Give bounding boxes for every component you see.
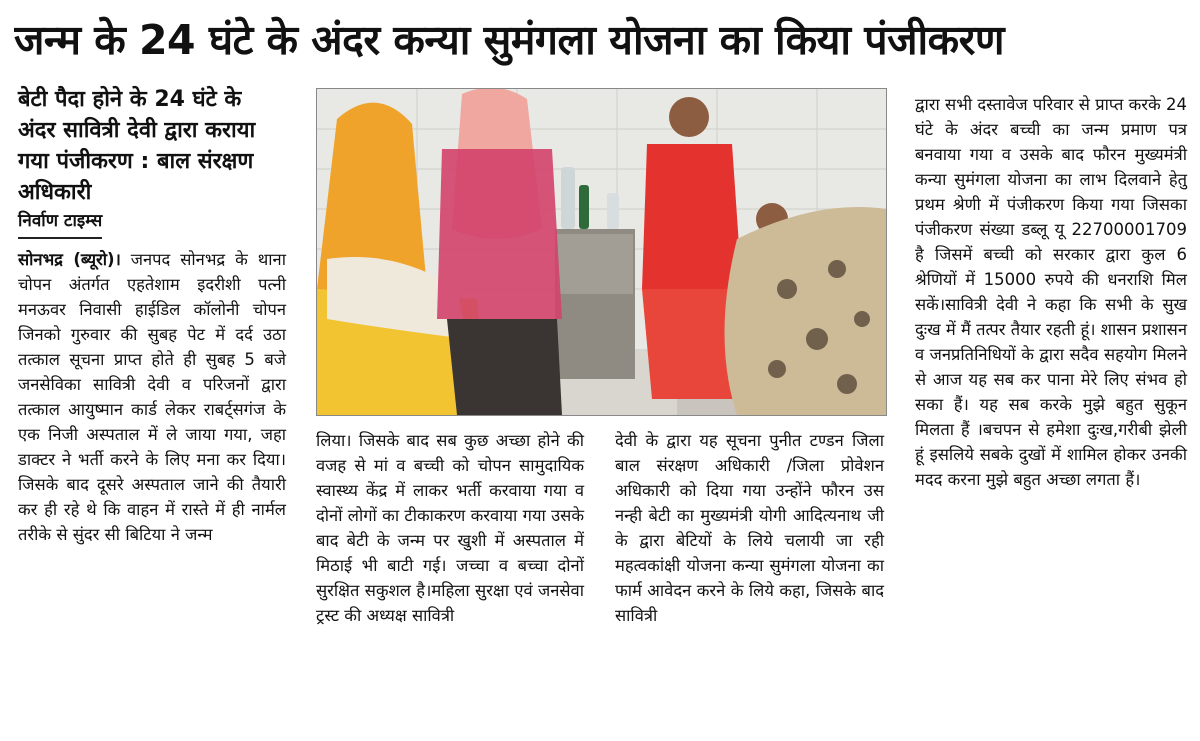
column-2-body: लिया। जिसके बाद सब कुछ अच्छा होने की वजह से मां व बच्ची को चोपन सामुदायिक स्वास्थ्य केंद्र में लाकर भर्ती करवाया गया व दोनों लोगों का टीकाकरण करवाया गया उसके बाद बेटी के जन्म पर खुशी में अस्पताल में मिठाई भी बाटी गई। जच्चा व बच्चा दोनों सुरक्षित सकुशल है।महिला सुरक्षा एवं जनसेवा ट्रस्ट की अध्यक्ष सावित्री — [316, 431, 584, 625]
photo-illustration — [317, 89, 886, 415]
hospital-photo — [316, 88, 887, 416]
headline: जन्म के 24 घंटे के अंदर कन्या सुमंगला योजना का किया पंजीकरण — [14, 16, 1005, 64]
byline: निर्वाण टाइम्स — [18, 209, 102, 239]
dateline: सोनभद्र (ब्यूरो)। — [18, 250, 121, 269]
column-4 — [915, 92, 1187, 492]
column-3-body: देवी के द्वारा यह सूचना पुनीत टण्डन जिला बाल संरक्षण अधिकारी /जिला प्रोवेशन अधिकारी को दिया गया उन्होंने फौरन उस नन्ही बेटी का मुख्यमंत्री योगी आदित्यनाथ जी के द्वारा बेटियों के लिये चलायी जा रही महत्वकांक्षी योजना कन्या सुमंगला योजना का फार्म आवेदन करने के लिये कहा, जिसके बाद सावित्री — [615, 431, 884, 625]
column-2 — [316, 428, 584, 628]
subheadline: बेटी पैदा होने के 24 घंटे के अंदर सावित्री देवी द्वारा कराया गया पंजीकरण : बाल संरक्षण अधिकारी — [18, 87, 256, 205]
column-4-body: द्वारा सभी दस्तावेज परिवार से प्राप्त करके 24 घंटे के अंदर बच्ची का जन्म प्रमाण पत्र बनवाया गया व उसके बाद फौरन मुख्यमंत्री कन्या सुमंगला योजना का लाभ दिलवाने हेतु प्रथम श्रेणी में पंजीकरण किया गया जिसका पंजीकरण संख्या डब्लू यू 22700001709 है जिसमें बच्ची को सरकार द्वारा कुल 6 श्रेणियों में 15000 रुपये की धनराशि मिल सकें।सावित्री देवी ने कहा कि सभी के सुख दुःख में मैं तत्पर तैयार रहती हूं। शासन प्रशासन व जनप्रतिनिधियों के द्वारा सदैव सहयोग मिलने से आज यह सब कर पाना मेरे लिए संभव हो सका हैं। यह सब करके मुझे बहुत सुकून मिलता हैं ।बचपन से हमेशा दुःख,गरीबी झेली हूं इसलिये सबके दुखों में शामिल होकर उनकी मदद करना मुझे बहुत अच्छा लगता हैं। — [915, 95, 1187, 489]
column-1-paragraph — [18, 247, 286, 547]
column-1 — [18, 84, 286, 547]
column-1-body: जनपद सोनभद्र के थाना चोपन अंतर्गत एहतेशाम इदरीशी पत्नी मनऊवर निवासी हाईडिल कॉलोनी चोपन जिनको गुरुवार की सुबह पेट में दर्द उठा तत्काल सूचना प्राप्त होते ही सुबह 5 बजे जनसेविका सावित्री देवी व परिजनों द्वारा तत्काल आयुष्मान कार्ड लेकर राबर्ट्सगंज के एक निजी अस्पताल में ले जाया गया, जहा डाक्टर ने भर्ती करने के लिए मना कर दिया। जिसके बाद दूसरे अस्पताल जाने की तैयारी कर ही रहे थे कि वाहन में रास्ते में ही नार्मल तरीके से सुंदर सी बिटिया ने जन्म — [18, 250, 286, 544]
column-3 — [615, 428, 884, 628]
